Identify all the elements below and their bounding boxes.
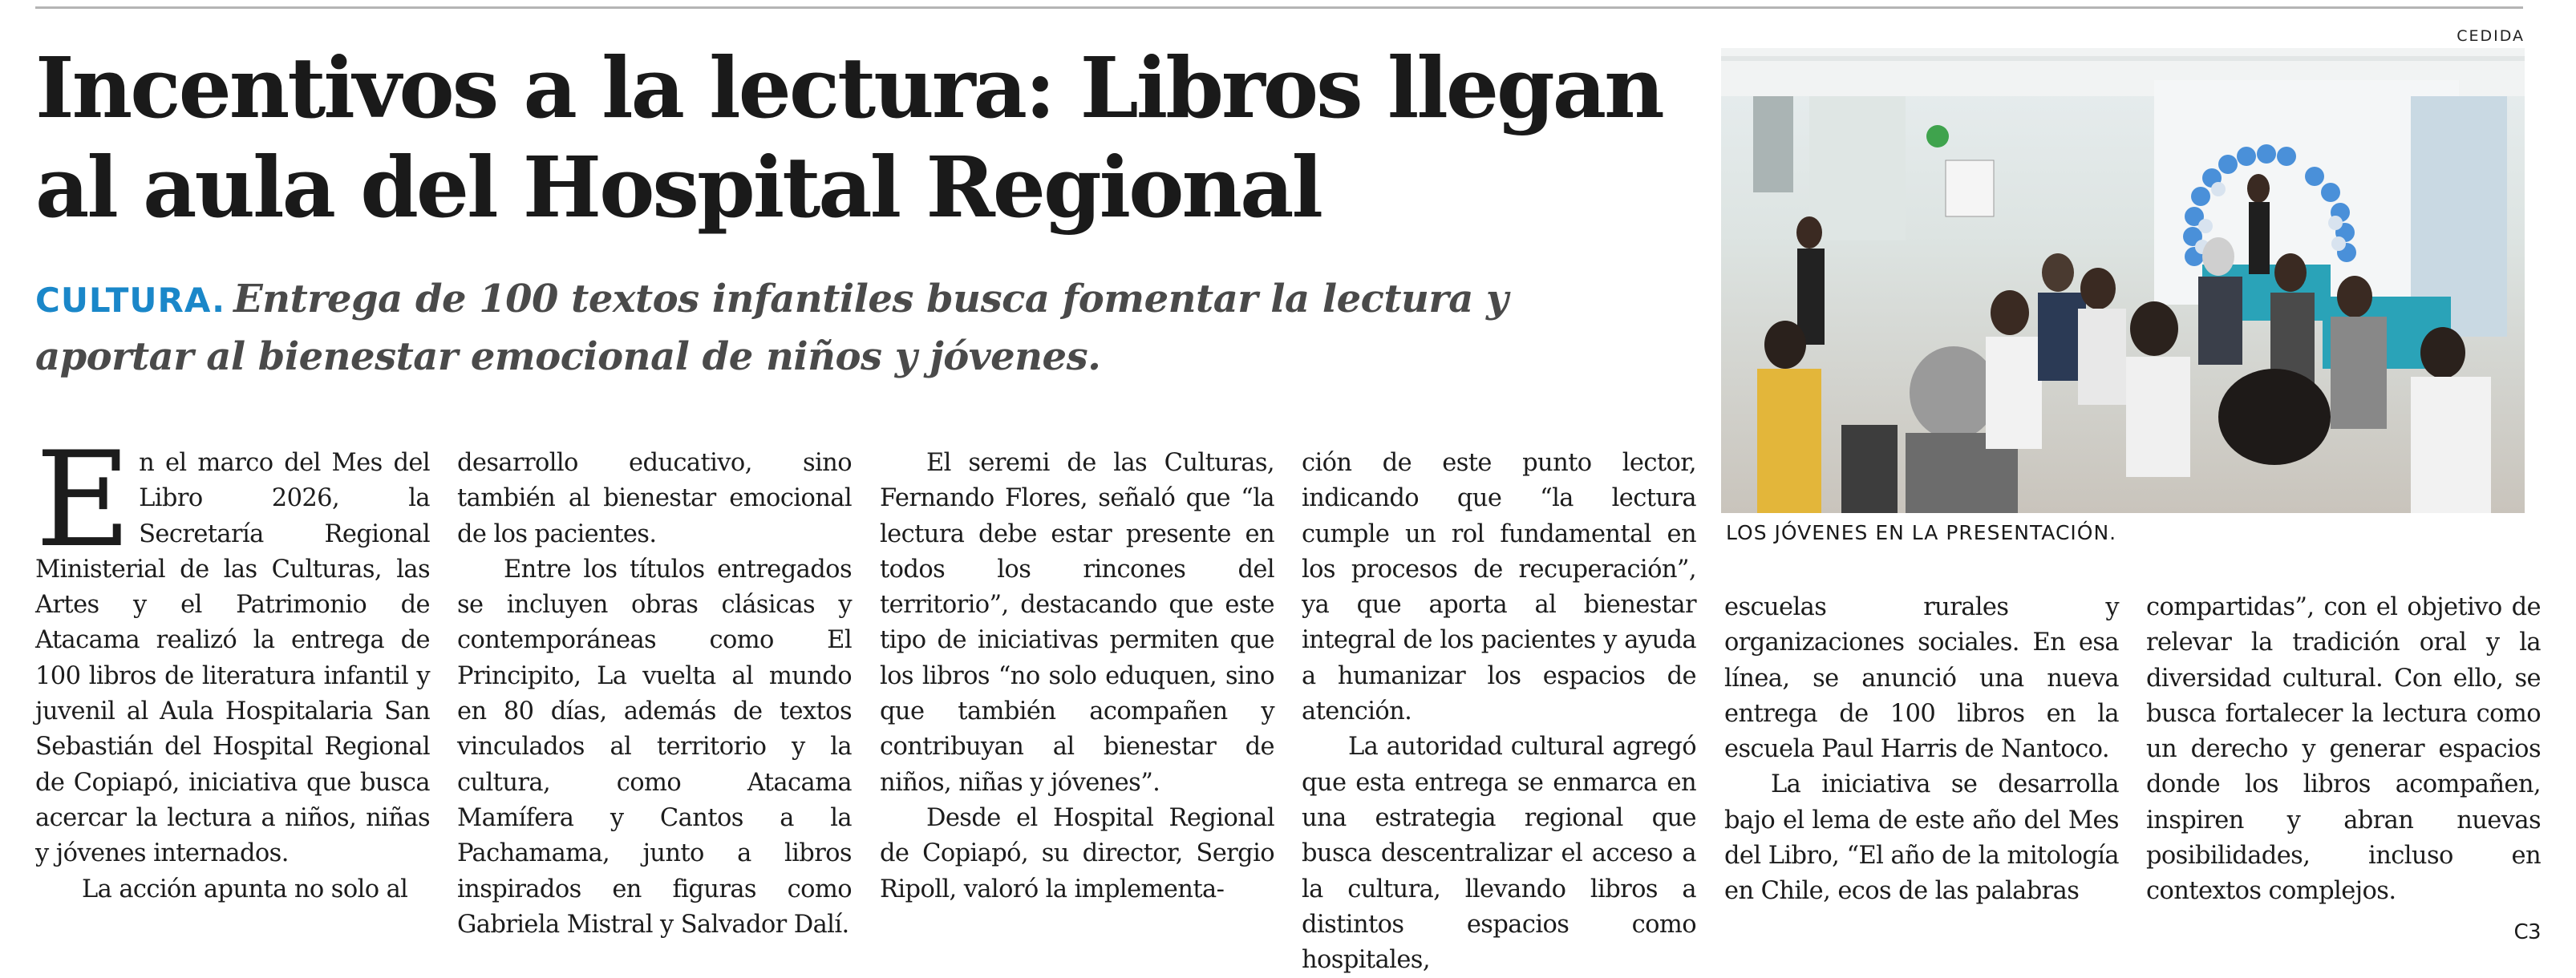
section-kicker: CULTURA. — [35, 281, 226, 320]
article-photo — [1721, 48, 2525, 513]
paragraph: compartidas”, con el objetivo de relevar la tradición oral y la diversidad cultural. Con ello, se busca fortalecer la lectura como un derecho y generar espacios donde los libros acompañen, inspiren y abran nuevas posibilidades, incluso en contextos complejos. — [2146, 593, 2541, 906]
body-column-5 — [1724, 590, 2119, 910]
paragraph: n el marco del Mes del Libro 2026, la Secretaría Regional Ministerial de las Culturas, las Artes y el Patrimonio de Atacama realizó la entrega de 100 libros de literatura infantil y juvenil al Aula Hospitalaria San Sebastián del Hospital Regional de Copiapó, iniciativa que busca acercar la lectura a niños, niñas y jóvenes internados. — [35, 449, 430, 868]
paragraph: desarrollo educativo, sino también al bienestar emocional de los pacientes. — [457, 449, 852, 548]
body-column-1 — [35, 423, 430, 907]
body-column-3 — [880, 446, 1274, 907]
paragraph: escuelas rurales y organizaciones sociales. En esa línea, se anunció una nueva entrega de 100 libros en la escuela Paul Harris de Nantoco. — [1724, 593, 2119, 764]
paragraph: La iniciativa se desarrolla bajo el lema de este año del Mes del Libro, “El año de la mitología en Chile, ecos de las palabras — [1724, 770, 2119, 906]
top-rule — [35, 6, 2523, 9]
paragraph: El seremi de las Culturas, Fernando Flores, señaló que “la lectura debe estar presente en todos los rincones del territorio”, destacando que este tipo de iniciativas permiten que los libros “no solo eduquen, sino que también acompañen y contribuyan al bienestar de niños, niñas y jóvenes”. — [880, 449, 1274, 797]
end-mark: C3 — [2513, 919, 2541, 944]
deck-text: Entrega de 100 textos infantiles busca fomentar la lectura y aportar al bienestar emocional de niños y jóvenes. — [35, 277, 1509, 379]
body-column-2 — [457, 446, 852, 943]
paragraph: ción de este punto lector, indicando que “la lectura cumple un rol fundamental en los procesos de recuperación”, ya que aporta al bienestar integral de los pacientes y ayuda a humanizar los espacios de atención. — [1302, 449, 1696, 726]
photo-credit: CEDIDA — [2457, 27, 2525, 45]
photo-illustration — [1721, 48, 2525, 513]
deck — [35, 271, 1639, 385]
paragraph: La acción apunta no solo al — [82, 875, 408, 903]
paragraph: La autoridad cultural agregó que esta entrega se enmarca en una estrategia regional que busca descentralizar el acceso a la cultura, llevando libros a distintos espacios como hospitales, — [1302, 733, 1696, 975]
headline: Incentivos a la lectura: Libros llegan al aula del Hospital Regional — [35, 38, 1663, 236]
paragraph: Desde el Hospital Regional de Copiapó, su director, Sergio Ripoll, valoró la implementa- — [880, 803, 1274, 903]
body-column-4 — [1302, 446, 1696, 978]
body-column-6 — [2146, 590, 2541, 950]
photo-caption: LOS JÓVENES EN LA PRESENTACIÓN. — [1726, 521, 2117, 544]
drop-cap: E — [35, 423, 132, 576]
paragraph: Entre los títulos entregados se incluyen obras clásicas y contemporáneas como El Principito, La vuelta al mundo en 80 días, además de textos vinculados al territorio y la cultura, como Atacama Mamífera y Cantos a la Pachamama, junto a libros inspirados en figuras como Gabriela Mistral y Salvador Dalí. — [457, 555, 852, 939]
